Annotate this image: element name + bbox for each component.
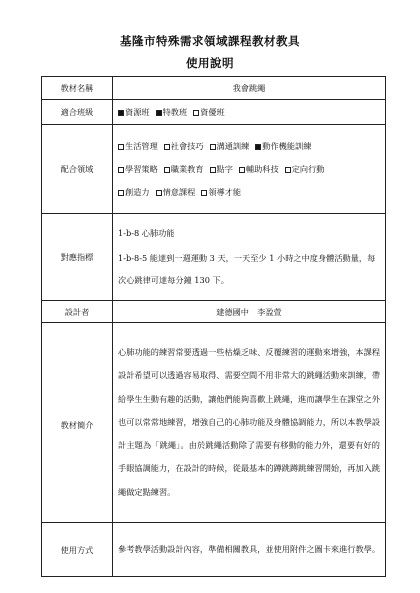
- option-label: 學習策略: [125, 164, 158, 174]
- option-label: 情意課程: [162, 187, 196, 197]
- indicator-label: 對應指標: [42, 214, 113, 301]
- domains-options: [113, 125, 386, 214]
- unchecked-box-icon: [156, 190, 162, 196]
- material-name-label: 教材名稱: [42, 77, 113, 100]
- domains-label: 配合領域: [42, 125, 113, 214]
- unchecked-box-icon: [164, 144, 170, 150]
- checked-box-icon: [156, 110, 162, 116]
- option-item: [118, 185, 150, 199]
- option-item: [118, 105, 150, 119]
- option-item: [118, 139, 158, 153]
- row-class-type: [42, 100, 386, 125]
- checked-box-icon: [255, 144, 261, 150]
- designer-label: 設計者: [42, 301, 113, 323]
- indicator-content: [113, 214, 386, 301]
- option-label: 定向行動: [291, 164, 325, 174]
- option-label: 特教班: [162, 107, 188, 117]
- option-item: [164, 162, 204, 176]
- option-label: 創造力: [125, 187, 150, 197]
- option-label: 輔助科技: [245, 164, 279, 174]
- material-name-value: 我會跳繩: [113, 77, 386, 100]
- row-designer: [42, 301, 386, 323]
- unchecked-box-icon: [210, 167, 216, 173]
- row-domains: [42, 125, 386, 214]
- class-type-option-row: [118, 105, 380, 119]
- row-usage: [42, 523, 386, 577]
- intro-paragraph: 心肺功能的練習常要透過一些枯燥乏味、反覆練習的運動來增強，本課程設計希望可以透過容易取得、需要空間不用非常大的跳繩活動來訓練，帶給學生生動有趣的活動，讓他們能夠喜歡上跳繩，進而讓學生在課堂之外也可以常常地練習，增強自己的心肺功能及身體協調能力，所以本教學設計主題為「跳繩」。由於跳繩活動除了需要有移動的能力外，還要有好的手眼協調能力，在設計的時候，從最基本的蹲跳蹲跳練習開始，再加入跳繩做定點練習。: [118, 347, 381, 497]
- intro-text: [113, 323, 386, 523]
- domains-line-1: [118, 139, 380, 153]
- unchecked-box-icon: [118, 144, 124, 150]
- row-intro: [42, 323, 386, 523]
- unchecked-box-icon: [285, 167, 291, 173]
- usage-label: 使用方式: [42, 523, 113, 577]
- unchecked-box-icon: [201, 190, 207, 196]
- checked-box-icon: [118, 110, 124, 116]
- option-label: 點字: [216, 164, 233, 174]
- option-label: 資源班: [125, 107, 150, 117]
- document-subtitle: 使用說明: [186, 56, 234, 70]
- option-label: 領導才能: [208, 187, 242, 197]
- option-item: [193, 105, 225, 119]
- unchecked-box-icon: [164, 167, 170, 173]
- domains-line-2: [118, 162, 380, 176]
- option-label: 生活管理: [125, 141, 158, 151]
- row-material-name: [42, 77, 386, 100]
- option-item: [201, 185, 241, 199]
- option-label: 資優班: [200, 107, 225, 117]
- unchecked-box-icon: [193, 110, 199, 116]
- domains-line-3: [118, 185, 380, 199]
- usage-paragraph: 參考教學活動設計內容，準備相關教具，並使用附件之圖卡來進行教學。: [118, 543, 381, 554]
- intro-label: 教材簡介: [42, 323, 113, 523]
- info-table: [41, 76, 386, 577]
- unchecked-box-icon: [118, 190, 124, 196]
- usage-text: [113, 523, 386, 577]
- indicator-detail: 1-b-8-5 能達到一週運動 3 天，一天至少 1 小時之中度身體活動量，每次心跳律可達每分鐘 130 下。: [118, 253, 376, 285]
- row-indicator: [42, 214, 386, 301]
- option-item: [164, 139, 204, 153]
- option-item: [210, 162, 233, 176]
- class-type-label: 適合班級: [42, 100, 113, 125]
- document-title: 基隆市特殊需求領域課程教材教具: [120, 34, 300, 48]
- option-item: [239, 162, 279, 176]
- option-item: [255, 139, 311, 153]
- option-item: [156, 185, 196, 199]
- option-label: 溝通訓練: [216, 141, 250, 151]
- designer-value: 建德國中 李盈萱: [113, 301, 386, 323]
- option-item: [210, 139, 250, 153]
- option-label: 職業教育: [170, 164, 204, 174]
- class-type-options: [113, 100, 386, 125]
- unchecked-box-icon: [118, 167, 124, 173]
- option-label: 動作機能訓練: [262, 141, 312, 151]
- unchecked-box-icon: [210, 144, 216, 150]
- unchecked-box-icon: [239, 167, 245, 173]
- indicator-code: 1-b-8 心肺功能: [118, 227, 175, 238]
- option-item: [118, 162, 158, 176]
- option-item: [156, 105, 188, 119]
- option-label: 社會技巧: [170, 141, 204, 151]
- option-item: [285, 162, 325, 176]
